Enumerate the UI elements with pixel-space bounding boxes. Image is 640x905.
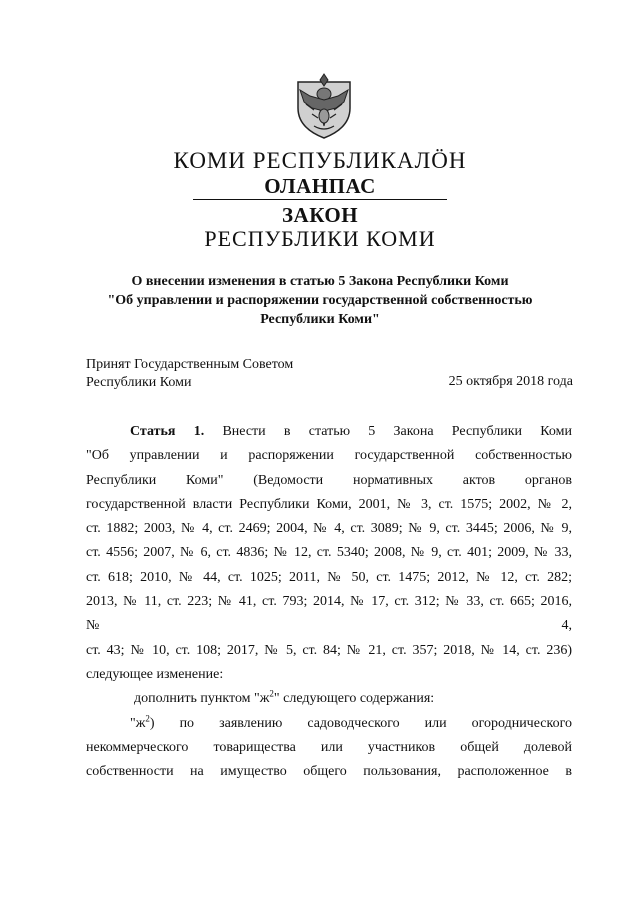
article-line: ст. 1882; 2003, № 4, ст. 2469; 2004, № 4, ст. 3089; № 9, ст. 3445; 2006, № 9, — [86, 521, 572, 537]
header-komi-language: КОМИ РЕСПУБЛИКАЛÖН — [173, 148, 467, 173]
add-point-line — [86, 687, 572, 711]
superscript: 2 — [269, 688, 274, 699]
quote-line: собственности на имущество общего пользования, расположенное в — [86, 764, 572, 780]
add-point-text: дополнить пунктом "ж — [134, 691, 270, 707]
quote-first-line — [86, 712, 572, 736]
header-zakon: ЗАКОН — [281, 203, 359, 227]
article-line: "Об управлении и распоряжении государственной собственностью — [86, 448, 572, 464]
article-line: следующее изменение: — [86, 666, 224, 682]
law-title-line: Республики Коми" — [260, 312, 380, 327]
header-republic: РЕСПУБЛИКИ КОМИ — [204, 226, 436, 251]
article-line: № 4, — [86, 618, 572, 634]
law-title — [60, 272, 580, 329]
article-line: ст. 4556; 2007, № 6, ст. 4836; № 12, ст. 5340; 2008, № 9, ст. 401; 2009, № 33, — [86, 545, 572, 561]
adoption-date: 25 октября 2018 года — [448, 374, 573, 389]
quote-line: некоммерческого товарищества или участников общей долевой — [86, 739, 572, 755]
header-divider — [193, 199, 447, 200]
article-line: ст. 43; № 10, ст. 108; 2017, № 5, ст. 84; № 21, ст. 357; 2018, № 14, ст. 236) — [86, 642, 572, 658]
add-point-text: " следующего содержания: — [273, 691, 435, 707]
article-line: ст. 618; 2010, № 44, ст. 1025; 2011, № 50, ст. 1475; 2012, № 12, ст. 282; — [86, 569, 572, 585]
article-line: государственной власти Республики Коми, 2001, № 3, ст. 1575; 2002, № 2, — [86, 496, 572, 512]
article-first-line — [86, 420, 572, 444]
law-title-line: "Об управлении и распоряжении государственной собственностью — [107, 293, 533, 308]
article-line: Республики Коми" (Ведомости нормативных актов органов — [86, 472, 572, 488]
article-text: Внести в статью 5 Закона Республики Коми — [222, 424, 572, 439]
header-olanpas: ОЛАНПАС — [264, 174, 376, 198]
article-line: 2013, № 11, ст. 223; № 41, ст. 793; 2014, № 17, ст. 312; № 33, ст. 665; 2016, — [86, 594, 572, 610]
adoption-line: Принят Государственным Советом — [86, 357, 294, 372]
adoption-authority — [86, 356, 293, 392]
article-body — [86, 420, 572, 784]
quote-text: "ж — [130, 715, 146, 731]
adoption-line: Республики Коми — [86, 375, 192, 390]
quote-text: ) по заявлению садоводческого или огороднического — [149, 715, 572, 731]
coat-of-arms-emblem — [292, 68, 356, 140]
law-title-line: О внесении изменения в статью 5 Закона Республики Коми — [131, 274, 509, 289]
article-label: Статья 1. — [130, 424, 205, 439]
superscript: 2 — [145, 712, 150, 723]
